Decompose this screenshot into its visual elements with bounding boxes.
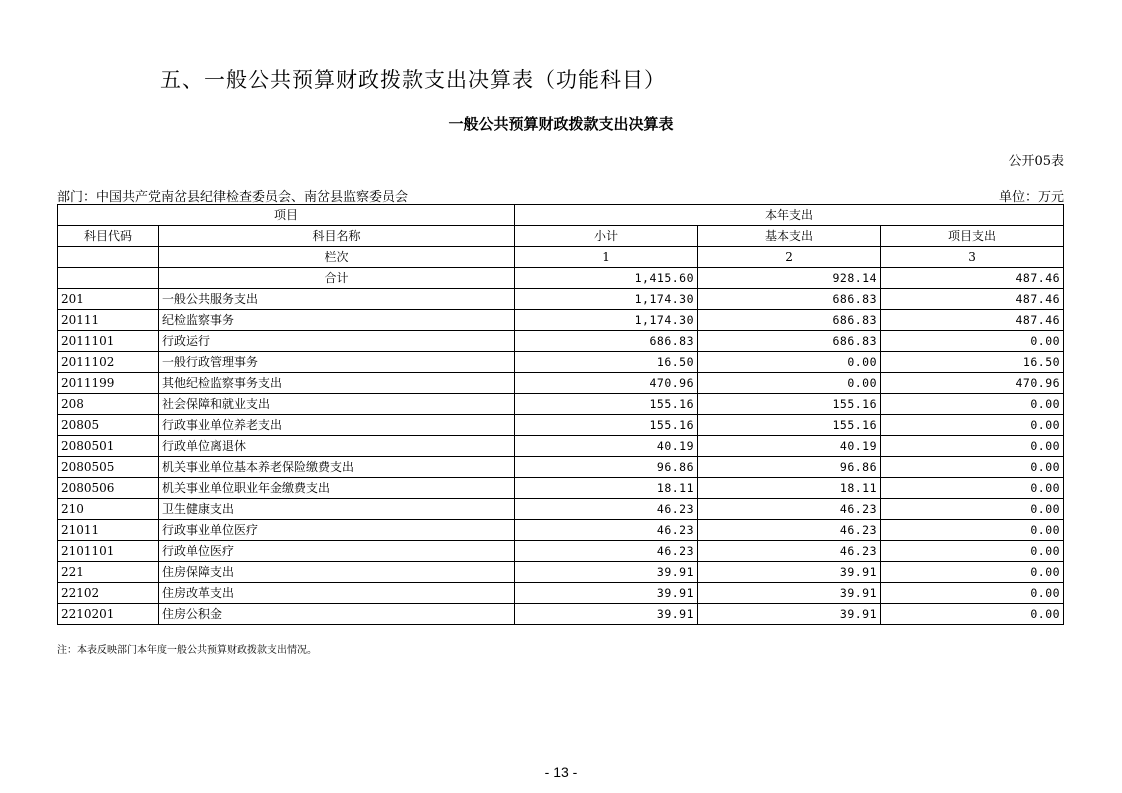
form-code: 公开05表: [1008, 154, 1064, 169]
header-row-1: [58, 205, 1064, 226]
cell-project: 0.00: [881, 541, 1064, 562]
header-project: 项目: [58, 205, 515, 226]
cell-code: 2011102: [58, 352, 159, 373]
cell-subtotal: 40.19: [515, 436, 698, 457]
table-row: [58, 436, 1064, 457]
cell-project: 487.46: [881, 289, 1064, 310]
cell-subtotal: 155.16: [515, 394, 698, 415]
cell-subtotal: 39.91: [515, 583, 698, 604]
cell-project: 0.00: [881, 436, 1064, 457]
cell-basic: 0.00: [698, 352, 881, 373]
cell-project: 16.50: [881, 352, 1064, 373]
page-number: - 13 -: [544, 764, 578, 780]
column-number-label: 栏次: [159, 247, 515, 268]
cell-name: 行政事业单位养老支出: [159, 415, 515, 436]
total-project: 487.46: [881, 268, 1064, 289]
cell-project: 470.96: [881, 373, 1064, 394]
table-row: [58, 373, 1064, 394]
cell-basic: 0.00: [698, 373, 881, 394]
cell-project: 0.00: [881, 457, 1064, 478]
cell-name: 住房公积金: [159, 604, 515, 625]
cell-basic: 46.23: [698, 541, 881, 562]
cell-code: 20111: [58, 310, 159, 331]
cell-name: 卫生健康支出: [159, 499, 515, 520]
cell-subtotal: 1,174.30: [515, 289, 698, 310]
cell-subtotal: 16.50: [515, 352, 698, 373]
cell-subtotal: 39.91: [515, 562, 698, 583]
cell-subtotal: 470.96: [515, 373, 698, 394]
column-number-3: 3: [881, 247, 1064, 268]
cell-project: 0.00: [881, 394, 1064, 415]
cell-code: 2210201: [58, 604, 159, 625]
cell-basic: 39.91: [698, 562, 881, 583]
cell-code: 201: [58, 289, 159, 310]
cell-name: 其他纪检监察事务支出: [159, 373, 515, 394]
cell-name: 纪检监察事务: [159, 310, 515, 331]
cell-subtotal: 686.83: [515, 331, 698, 352]
table-row: [58, 499, 1064, 520]
header-code: 科目代码: [58, 226, 159, 247]
cell-project: 0.00: [881, 478, 1064, 499]
cell-code: 2011199: [58, 373, 159, 394]
header-name: 科目名称: [159, 226, 515, 247]
cell-subtotal: 18.11: [515, 478, 698, 499]
cell-basic: 46.23: [698, 520, 881, 541]
total-basic: 928.14: [698, 268, 881, 289]
cell-project: 0.00: [881, 499, 1064, 520]
cell-project: 0.00: [881, 604, 1064, 625]
cell-project: 0.00: [881, 583, 1064, 604]
cell-subtotal: 46.23: [515, 520, 698, 541]
cell-name: 行政单位医疗: [159, 541, 515, 562]
cell-name: 住房保障支出: [159, 562, 515, 583]
cell-basic: 46.23: [698, 499, 881, 520]
total-row: [58, 268, 1064, 289]
cell-name: 行政事业单位医疗: [159, 520, 515, 541]
cell-basic: 155.16: [698, 394, 881, 415]
cell-basic: 155.16: [698, 415, 881, 436]
cell-name: 行政运行: [159, 331, 515, 352]
cell-name: 机关事业单位职业年金缴费支出: [159, 478, 515, 499]
cell-basic: 39.91: [698, 583, 881, 604]
table-row: [58, 457, 1064, 478]
column-number-1: 1: [515, 247, 698, 268]
table-row: [58, 604, 1064, 625]
table-row: [58, 310, 1064, 331]
table-row: [58, 520, 1064, 541]
table-row: [58, 415, 1064, 436]
cell-code: 2080506: [58, 478, 159, 499]
cell-basic: 39.91: [698, 604, 881, 625]
cell-code: 210: [58, 499, 159, 520]
header-project-expense: 项目支出: [881, 226, 1064, 247]
cell-basic: 686.83: [698, 331, 881, 352]
blank-cell: [58, 247, 159, 268]
table-note: 注：本表反映部门本年度一般公共预算财政拨款支出情况。: [57, 645, 317, 656]
cell-basic: 96.86: [698, 457, 881, 478]
cell-subtotal: 46.23: [515, 499, 698, 520]
cell-subtotal: 96.86: [515, 457, 698, 478]
cell-project: 0.00: [881, 562, 1064, 583]
header-current-year: 本年支出: [515, 205, 1064, 226]
header-subtotal: 小计: [515, 226, 698, 247]
header-row-2: [58, 226, 1064, 247]
cell-basic: 40.19: [698, 436, 881, 457]
cell-code: 2101101: [58, 541, 159, 562]
cell-subtotal: 46.23: [515, 541, 698, 562]
cell-code: 2080505: [58, 457, 159, 478]
table-title: 一般公共预算财政拨款支出决算表: [448, 115, 674, 133]
total-subtotal: 1,415.60: [515, 268, 698, 289]
unit-label: 单位：万元: [998, 190, 1064, 205]
cell-name: 机关事业单位基本养老保险缴费支出: [159, 457, 515, 478]
header-basic: 基本支出: [698, 226, 881, 247]
cell-project: 487.46: [881, 310, 1064, 331]
department-label: 部门：中国共产党南岔县纪律检查委员会、南岔县监察委员会: [57, 190, 409, 205]
cell-subtotal: 39.91: [515, 604, 698, 625]
cell-basic: 686.83: [698, 310, 881, 331]
blank-cell: [58, 268, 159, 289]
table-row: [58, 541, 1064, 562]
cell-code: 22102: [58, 583, 159, 604]
cell-subtotal: 155.16: [515, 415, 698, 436]
cell-name: 一般行政管理事务: [159, 352, 515, 373]
expenditure-table: [57, 204, 1064, 625]
cell-code: 2011101: [58, 331, 159, 352]
cell-code: 208: [58, 394, 159, 415]
cell-code: 221: [58, 562, 159, 583]
table-row: [58, 478, 1064, 499]
table-row: [58, 289, 1064, 310]
cell-code: 2080501: [58, 436, 159, 457]
cell-project: 0.00: [881, 415, 1064, 436]
table-row: [58, 583, 1064, 604]
section-title: 五、一般公共预算财政拨款支出决算表（功能科目）: [160, 68, 666, 92]
cell-code: 21011: [58, 520, 159, 541]
total-label: 合计: [159, 268, 515, 289]
table-row: [58, 394, 1064, 415]
table-row: [58, 562, 1064, 583]
cell-name: 行政单位离退休: [159, 436, 515, 457]
table-row: [58, 331, 1064, 352]
column-number-row: [58, 247, 1064, 268]
cell-subtotal: 1,174.30: [515, 310, 698, 331]
cell-code: 20805: [58, 415, 159, 436]
cell-project: 0.00: [881, 331, 1064, 352]
cell-basic: 686.83: [698, 289, 881, 310]
table-row: [58, 352, 1064, 373]
cell-basic: 18.11: [698, 478, 881, 499]
cell-name: 一般公共服务支出: [159, 289, 515, 310]
column-number-2: 2: [698, 247, 881, 268]
cell-name: 社会保障和就业支出: [159, 394, 515, 415]
cell-name: 住房改革支出: [159, 583, 515, 604]
cell-project: 0.00: [881, 520, 1064, 541]
